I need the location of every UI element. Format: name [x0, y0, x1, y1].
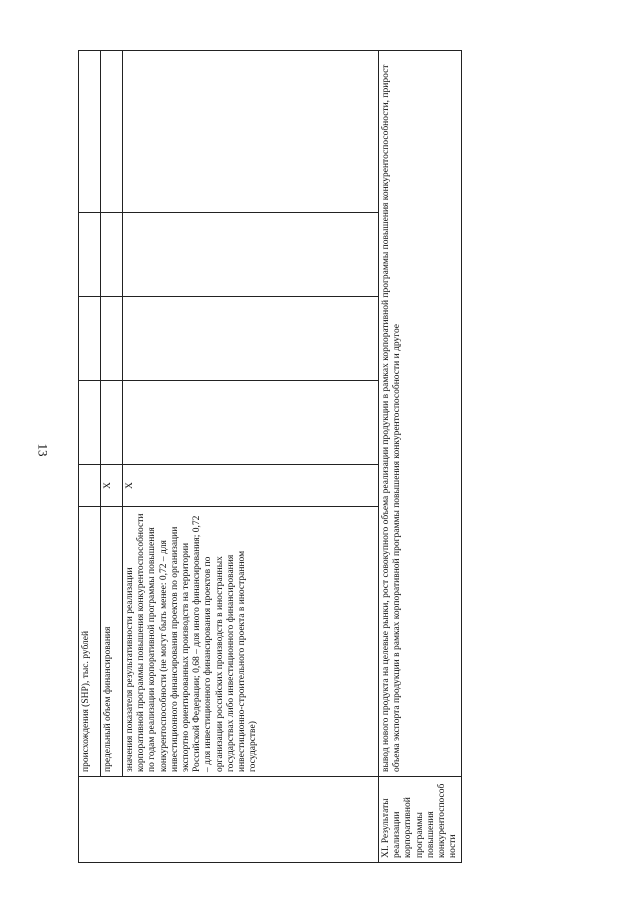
cell [79, 465, 101, 507]
cell [101, 297, 123, 381]
cell [123, 213, 379, 297]
cell [123, 381, 379, 465]
page-number: 13 [35, 443, 51, 457]
table-row [79, 51, 101, 863]
program-table [78, 50, 462, 863]
table-row [379, 51, 462, 863]
cell: происхождения (SНР), тыс. рублей [79, 507, 101, 777]
cell [79, 297, 101, 381]
section-xi-label: XI. Результаты реализации корпоративной программы повышения конкурентоспособности [379, 777, 462, 863]
cell [101, 51, 123, 213]
cell: предельный объем финансирования [101, 507, 123, 777]
cell [79, 213, 101, 297]
cell [101, 381, 123, 465]
cell [101, 213, 123, 297]
table-row [101, 51, 123, 863]
cell [123, 51, 379, 213]
cell [123, 297, 379, 381]
cell-x-mark: Х [123, 465, 379, 507]
table-row [123, 51, 379, 863]
cell-long-text: значения показателя результативности реализации корпоративной программы повышения конкурентоспособности по годам реализации корпоративной программы повышения конкурентоспособности (не могут быть менее: 0,72 – для инвестиционного финансирования проектов по организации экспортно ориентированных производств на территории Российской Федерации; 0,68 – для иного финансирования; 0,72 – для инвестиционного финансирования проектов по организации российских производств в иностранных государствах либо инвестиционного финансирования инвестиционно-строительного проекта в иностранном государстве) [123, 507, 379, 777]
cell-x-mark: Х [101, 465, 123, 507]
cell [79, 381, 101, 465]
cell [79, 51, 101, 213]
rotated-table-container [78, 51, 459, 863]
section-xi-text: вывод нового продукта на целевые рынки, рост совокупного объема реализации продукции в рамках корпоративной программы повышения конкурентоспособности, прирост объема экспорта продукции в рамках корпоративной программы повышения конкурентоспособности и другое [379, 51, 462, 777]
section-cell-empty [79, 777, 379, 863]
